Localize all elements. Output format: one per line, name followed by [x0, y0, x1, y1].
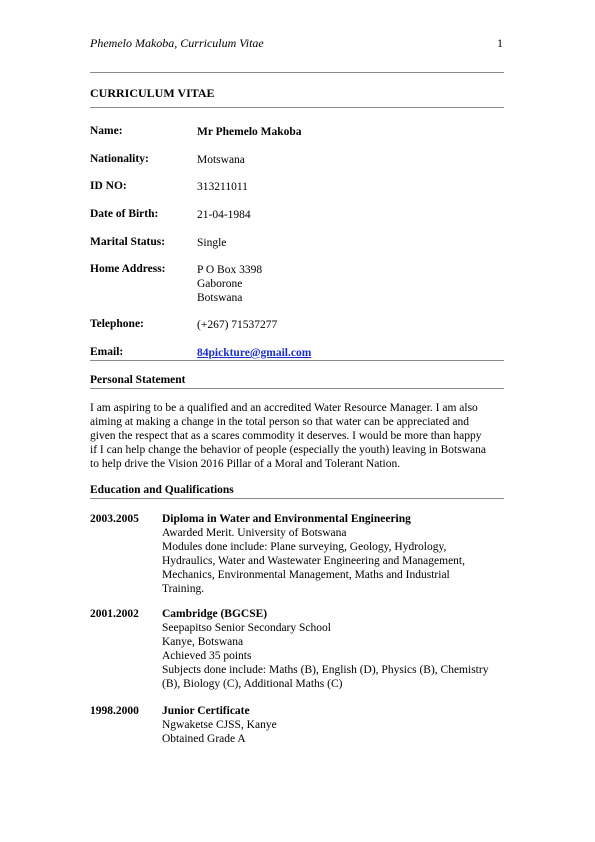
education-line: Ngwaketse CJSS, Kanye — [162, 718, 277, 731]
divider — [90, 388, 504, 389]
email-label: Email: — [90, 346, 124, 358]
statement-line: aiming at making a change in the total person so that water can be appreciated and — [90, 415, 470, 428]
education-title: Cambridge (BGCSE) — [162, 608, 268, 620]
statement-line: if I can help change the behavior of people (especially the youth) leaving in Botswana — [90, 443, 486, 456]
statement-line: to help drive the Vision 2016 Pillar of a Moral and Tolerant Nation. — [90, 457, 401, 470]
divider — [90, 72, 504, 73]
address-value — [197, 263, 262, 305]
education-line: Seepapitso Senior Secondary School — [162, 621, 331, 634]
education-line: Modules done include: Plane surveying, Geology, Hydrology, — [162, 540, 447, 553]
nationality-value: Motswana — [197, 154, 245, 166]
document-title: CURRICULUM VITAE — [90, 86, 215, 100]
education-line: Mechanics, Environmental Management, Maths and Industrial — [162, 568, 450, 581]
education-line: Subjects done include: Maths (B), English (D), Physics (B), Chemistry — [162, 663, 489, 676]
id-value: 313211011 — [197, 181, 248, 193]
nationality-label: Nationality: — [90, 153, 149, 165]
address-line: P O Box 3398 — [197, 264, 263, 276]
telephone-label: Telephone: — [90, 318, 144, 330]
education-entry — [162, 608, 506, 691]
running-header-title: Phemelo Makoba, Curriculum Vitae — [90, 36, 264, 50]
address-label: Home Address: — [90, 263, 166, 275]
id-label: ID NO: — [90, 180, 127, 192]
education-years: 1998.2000 — [90, 705, 139, 717]
personal-statement-heading: Personal Statement — [90, 374, 186, 386]
education-years: 2001.2002 — [90, 608, 139, 620]
education-line: Training. — [162, 582, 205, 595]
dob-value: 21-04-1984 — [197, 209, 251, 221]
divider — [90, 107, 504, 108]
divider — [90, 360, 504, 361]
marital-status-label: Marital Status: — [90, 236, 166, 248]
name-label: Name: — [90, 125, 123, 137]
address-line: Gaborone — [197, 278, 243, 290]
address-line: Botswana — [197, 292, 243, 304]
personal-statement-text — [90, 402, 505, 472]
education-line: Hydraulics, Water and Wastewater Engineering and Management, — [162, 554, 466, 567]
marital-status-value: Single — [197, 237, 227, 249]
education-years: 2003.2005 — [90, 513, 139, 525]
email-link[interactable]: 84pickture@gmail.com — [197, 347, 312, 359]
page-number: 1 — [497, 36, 503, 50]
dob-label: Date of Birth: — [90, 208, 159, 220]
statement-line: I am aspiring to be a qualified and an accredited Water Resource Manager. I am also — [90, 402, 478, 414]
education-line: Kanye, Botswana — [162, 635, 244, 648]
education-line: Obtained Grade A — [162, 732, 246, 745]
education-line: (B), Biology (C), Additional Maths (C) — [162, 677, 343, 690]
education-line: Achieved 35 points — [162, 649, 252, 662]
telephone-value: (+267) 71537277 — [197, 319, 278, 331]
education-title: Junior Certificate — [162, 705, 250, 717]
education-entry — [162, 513, 506, 596]
divider — [90, 498, 504, 499]
statement-line: given the respect that as a scares commodity it deserves. I would be more than happy — [90, 429, 482, 442]
education-title: Diploma in Water and Environmental Engineering — [162, 513, 411, 525]
education-heading: Education and Qualifications — [90, 484, 234, 496]
education-entry — [162, 705, 506, 747]
education-line: Awarded Merit. University of Botswana — [162, 526, 347, 539]
name-value: Mr Phemelo Makoba — [197, 126, 302, 138]
